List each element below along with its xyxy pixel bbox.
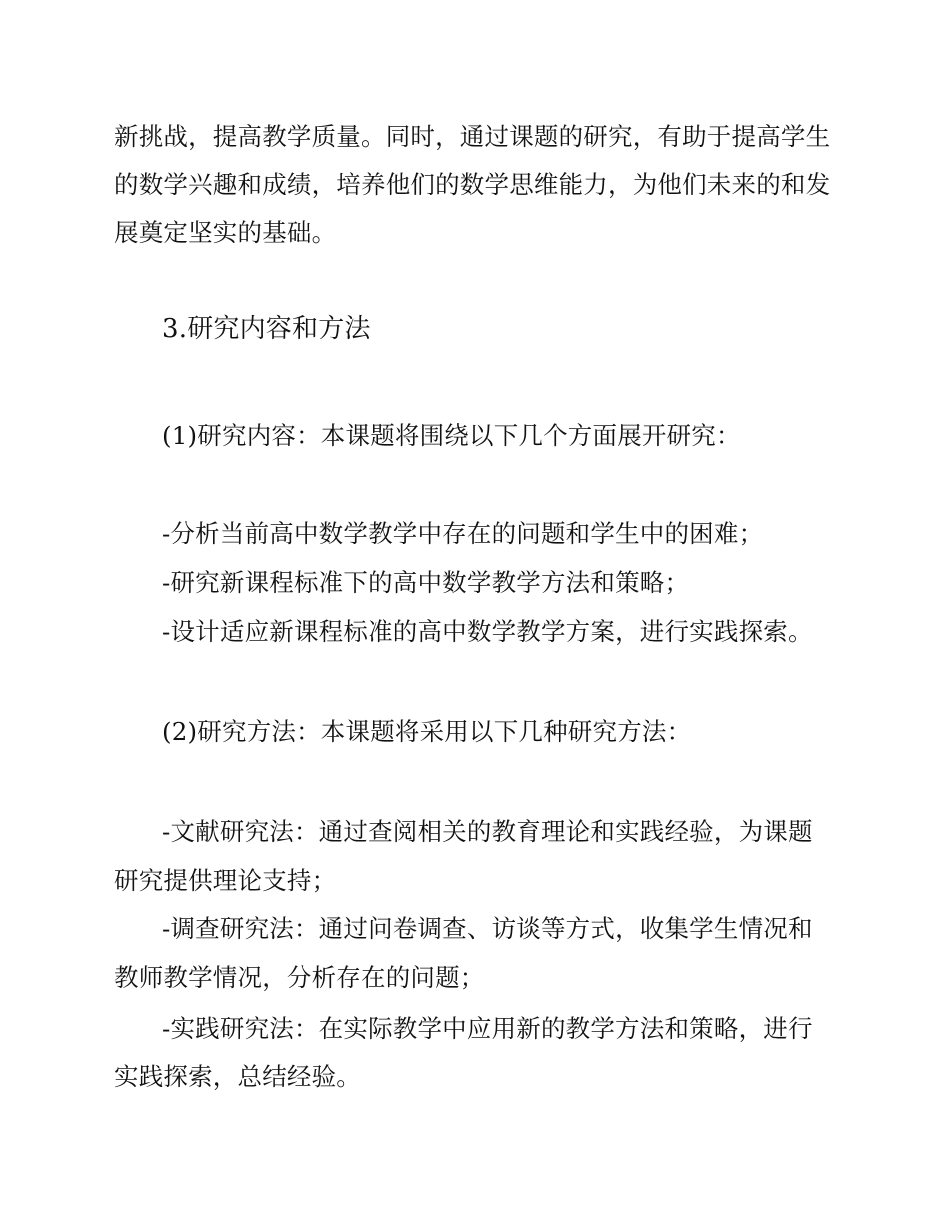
content-item-2: -研究新课程标准下的高中数学教学方法和策略； bbox=[162, 568, 690, 597]
intro-line-2: 的数学兴趣和成绩，培养他们的数学思维能力，为他们未来的和发 bbox=[114, 170, 831, 199]
intro-line-1: 新挑战，提高教学质量。同时，通过课题的研究，有助于提高学生 bbox=[114, 122, 831, 151]
content-intro: (1)研究内容：本课题将围绕以下几个方面展开研究： bbox=[162, 421, 741, 450]
method-3-line-2: 实践探索，总结经验。 bbox=[114, 1062, 361, 1091]
method-3-line-1: -实践研究法：在实际教学中应用新的教学方法和策略，进行 bbox=[162, 1014, 813, 1043]
methods-intro: (2)研究方法：本课题将采用以下几种研究方法： bbox=[162, 717, 692, 746]
intro-line-3: 展奠定坚实的基础。 bbox=[114, 218, 337, 247]
content-item-1: -分析当前高中数学教学中存在的问题和学生中的困难； bbox=[162, 519, 764, 548]
method-2-line-1: -调查研究法：通过问卷调查、访谈等方式，收集学生情况和 bbox=[162, 914, 813, 943]
method-1-line-1: -文献研究法：通过查阅相关的教育理论和实践经验，为课题 bbox=[162, 817, 813, 846]
method-1-line-2: 研究提供理论支持； bbox=[114, 866, 337, 895]
method-2-line-2: 教师教学情况，分析存在的问题； bbox=[114, 963, 485, 992]
section-heading: 3.研究内容和方法 bbox=[162, 314, 371, 344]
content-item-3: -设计适应新课程标准的高中数学教学方案，进行实践探索。 bbox=[162, 617, 813, 646]
